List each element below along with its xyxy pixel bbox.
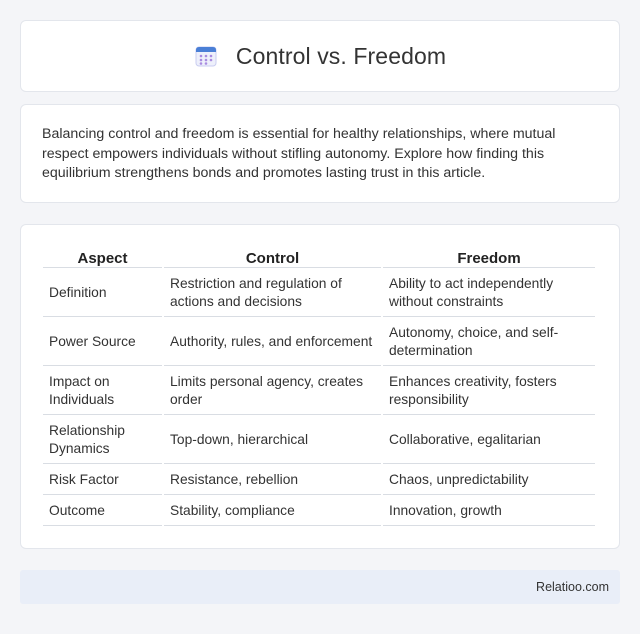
page-title: Control vs. Freedom — [235, 42, 447, 69]
comparison-table — [41, 245, 597, 528]
table-row — [43, 466, 595, 495]
footer — [20, 570, 620, 604]
freedom-cell: Enhances creativity, fosters responsibility — [383, 368, 595, 415]
aspect-cell: Outcome — [43, 497, 162, 526]
aspect-cell: Definition — [43, 270, 162, 317]
aspect-cell: Relationship Dynamics — [43, 417, 162, 464]
calendar-icon — [194, 44, 218, 68]
table-row — [43, 319, 595, 366]
table-header-row — [43, 247, 595, 268]
intro-text: Balancing control and freedom is essential for healthy relationships, where mutual respect empowers individuals without stifling autonomy. Explore how finding this equilibrium strengthens bonds and promotes lasting trust in this article. — [42, 126, 556, 181]
control-cell: Top-down, hierarchical — [164, 417, 381, 464]
control-cell: Resistance, rebellion — [164, 466, 381, 495]
aspect-cell: Impact on Individuals — [43, 368, 162, 415]
header-aspect: Aspect — [43, 247, 162, 268]
table-row — [43, 497, 595, 526]
intro-card — [20, 104, 620, 203]
aspect-cell: Power Source — [43, 319, 162, 366]
table-row — [43, 368, 595, 415]
freedom-cell: Ability to act independently without constraints — [383, 270, 595, 317]
table-row — [43, 270, 595, 317]
aspect-cell: Risk Factor — [43, 466, 162, 495]
table-card — [20, 224, 620, 549]
control-cell: Stability, compliance — [164, 497, 381, 526]
title-card — [20, 20, 620, 92]
table-row — [43, 417, 595, 464]
header-freedom: Freedom — [383, 247, 595, 268]
footer-site-link[interactable]: Relatioo.com — [536, 580, 609, 594]
control-cell: Restriction and regulation of actions and decisions — [164, 270, 381, 317]
title-wrap — [194, 43, 446, 70]
freedom-cell: Autonomy, choice, and self-determination — [383, 319, 595, 366]
freedom-cell: Innovation, growth — [383, 497, 595, 526]
header-control: Control — [164, 247, 381, 268]
control-cell: Authority, rules, and enforcement — [164, 319, 381, 366]
freedom-cell: Collaborative, egalitarian — [383, 417, 595, 464]
control-cell: Limits personal agency, creates order — [164, 368, 381, 415]
freedom-cell: Chaos, unpredictability — [383, 466, 595, 495]
